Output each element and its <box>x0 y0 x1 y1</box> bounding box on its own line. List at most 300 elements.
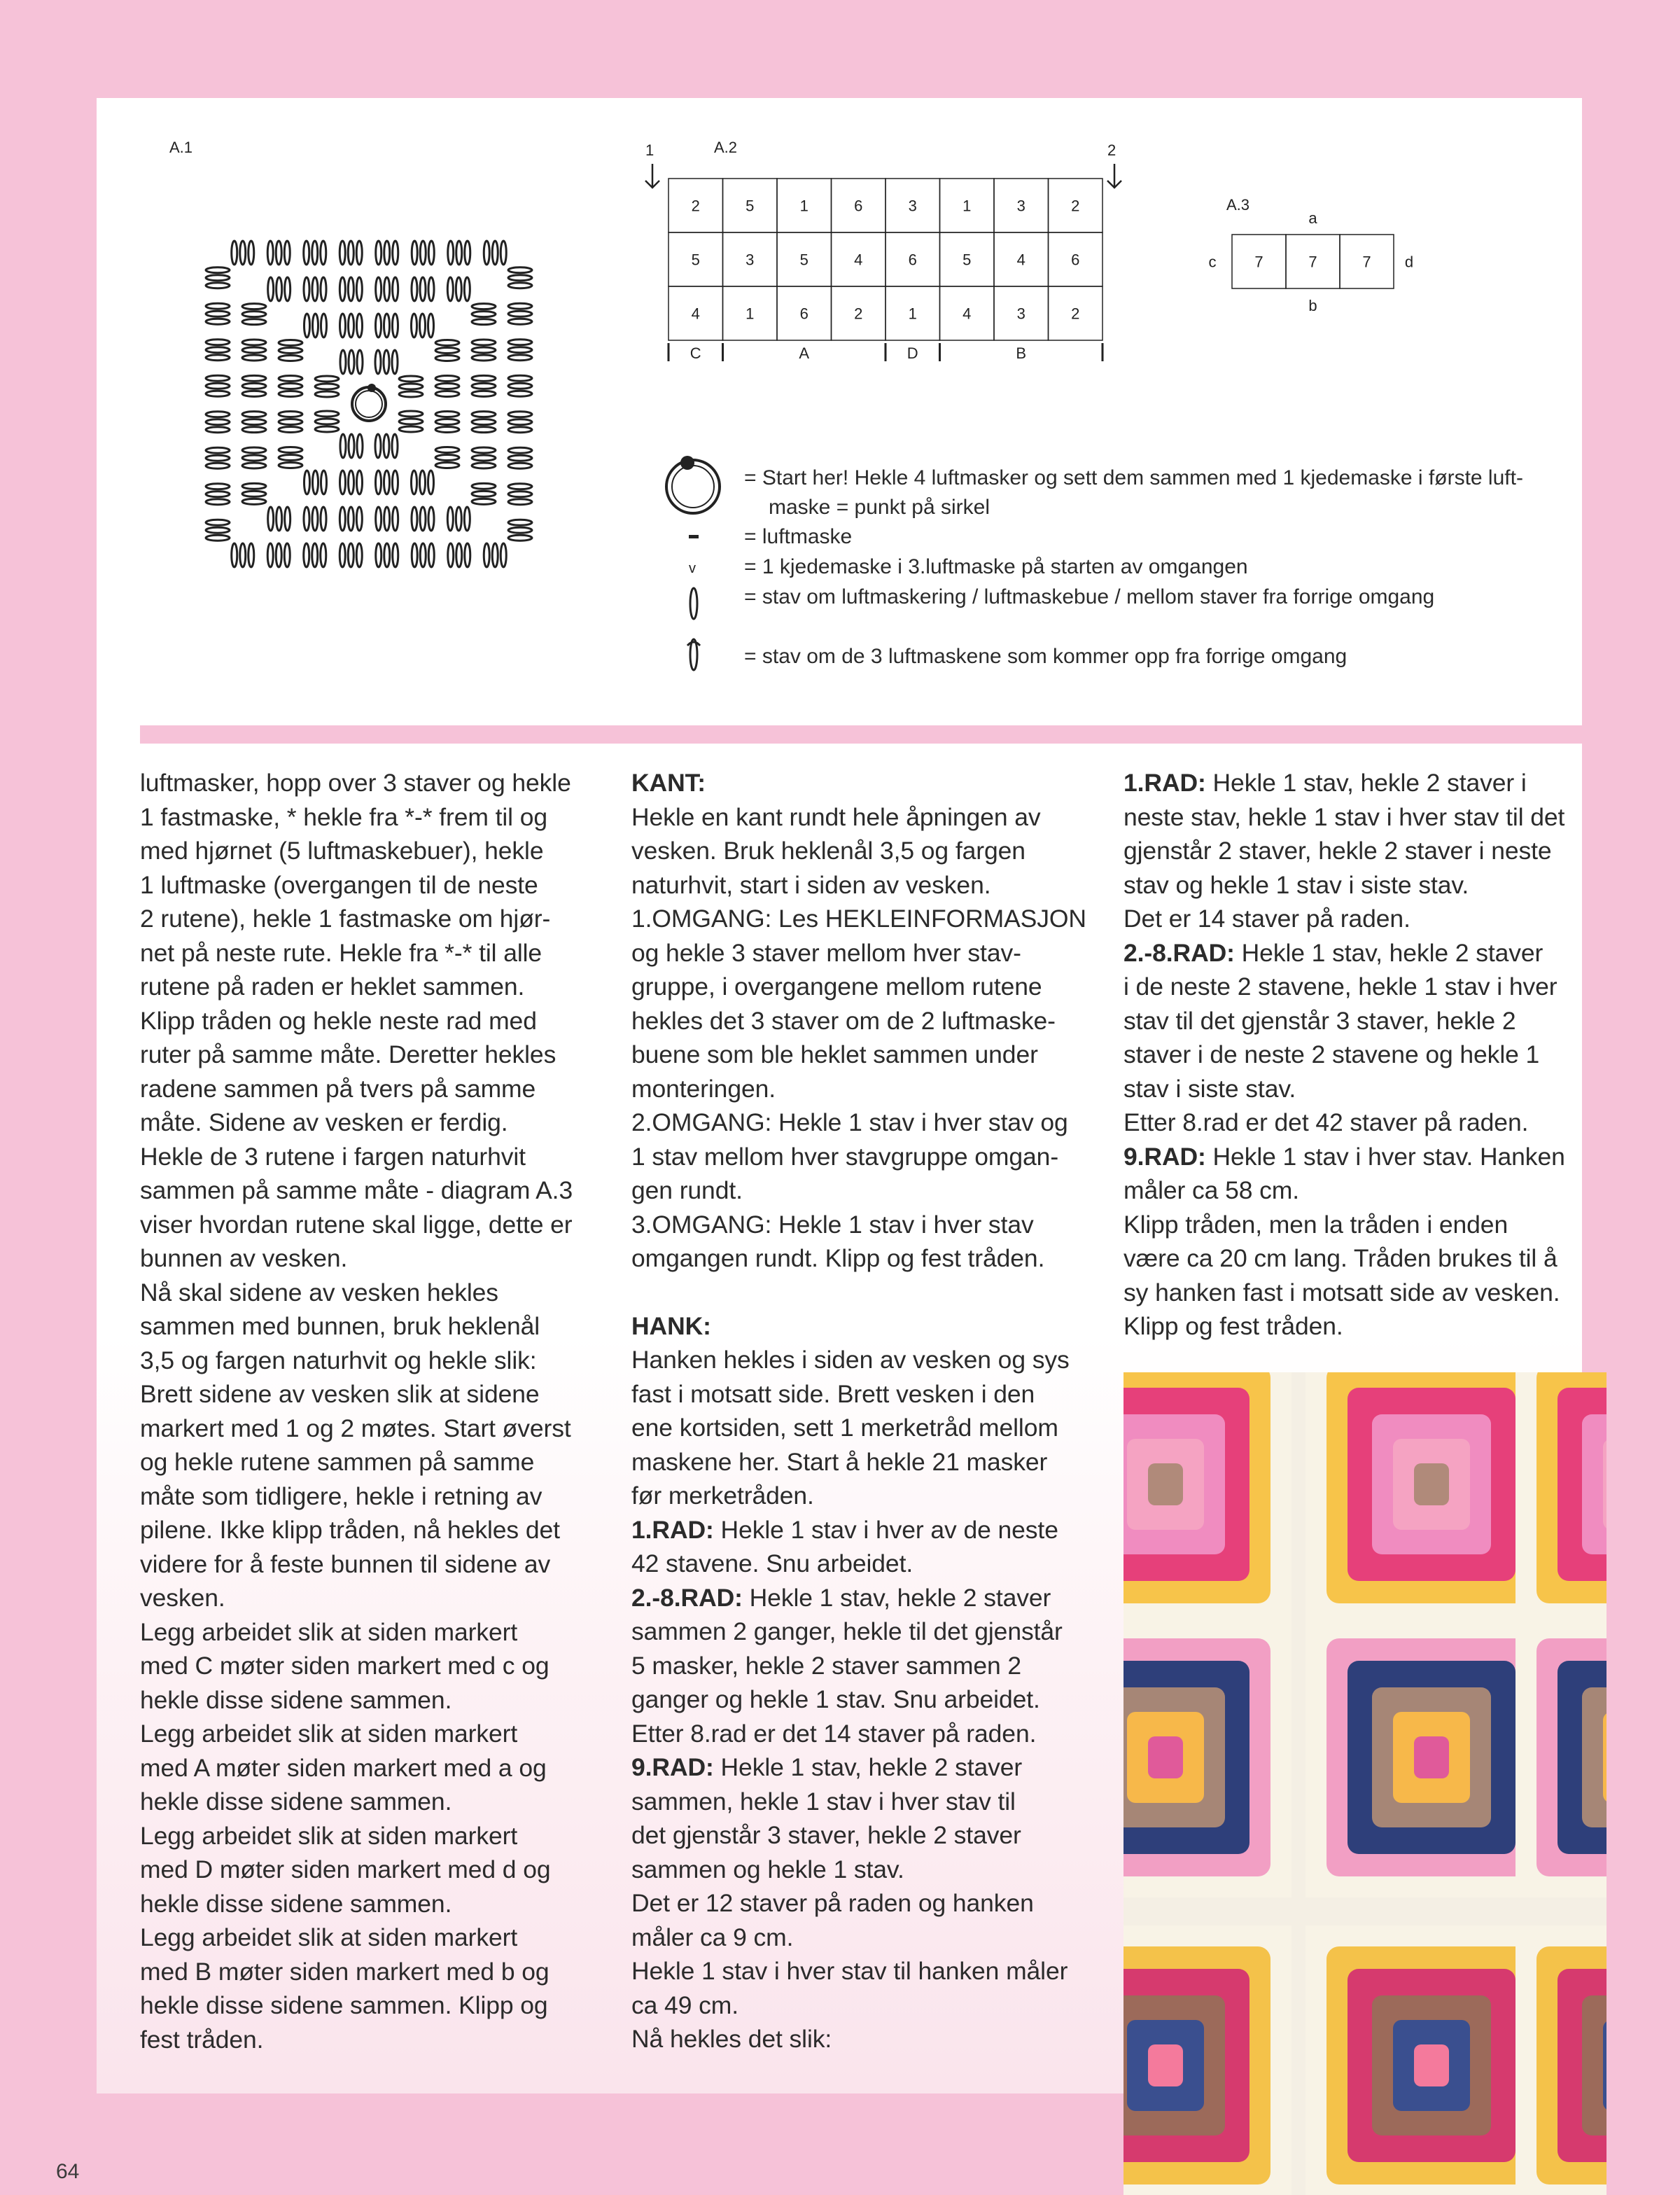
dc-symbol <box>435 356 459 361</box>
a1-start-ring <box>352 387 386 421</box>
dc-symbol <box>384 241 390 265</box>
a3-cell-value: 7 <box>1308 253 1317 271</box>
dc-symbol <box>472 427 496 433</box>
a2-cell-value: 4 <box>1016 251 1026 269</box>
c3-rad1-label: 1.RAD: <box>1124 769 1206 797</box>
dc-symbol <box>315 411 339 417</box>
a3-grid <box>1209 209 1414 314</box>
dc-symbol <box>304 471 310 494</box>
dc-symbol <box>279 427 302 433</box>
dc-symbol <box>508 375 532 381</box>
dc-symbol <box>384 507 390 531</box>
dc-symbol <box>508 355 532 361</box>
text-line: med A møter siden markert med a og <box>140 1753 547 1782</box>
arrow-down-icon <box>1107 164 1121 188</box>
a2-cell-value: 4 <box>962 305 972 323</box>
dc-symbol <box>284 241 290 265</box>
legend-dc-chain-text: = stav om de 3 luftmaskene som kommer opp fra forrige omgang <box>744 645 1348 668</box>
dc-symbol <box>321 471 327 494</box>
text-line: fest tråden. <box>140 2025 264 2054</box>
text-line: og hekle 3 staver mellom hver stav- <box>631 938 1021 967</box>
a2-cell-value: 1 <box>962 197 972 215</box>
a3-cell-value: 7 <box>1362 253 1371 271</box>
a1-granny-square-chart <box>206 241 532 567</box>
a2-edge-label: C <box>690 344 701 362</box>
a2-edge-label: D <box>906 344 918 362</box>
a2-cell-value: 5 <box>962 251 972 269</box>
dc-symbol <box>285 277 290 301</box>
text-line: Nå skal sidene av vesken hekles <box>140 1278 498 1306</box>
dc-symbol <box>267 241 273 265</box>
dc-symbol <box>248 241 254 265</box>
a2-cell-value: 1 <box>799 197 808 215</box>
dc-symbol <box>340 314 346 337</box>
dc-symbol <box>206 275 230 281</box>
dc-symbol <box>279 419 302 425</box>
text-line: stav til det gjenstår 3 staver, hekle 2 <box>1124 1006 1516 1035</box>
text-line: før merketråden. <box>631 1482 814 1510</box>
a2-cell-value: 4 <box>854 251 863 269</box>
text-line: Etter 8.rad er det 14 staver på raden. <box>631 1719 1037 1748</box>
text-line: luftmasker, hopp over 3 staver og hekle <box>140 769 571 797</box>
dc-symbol <box>393 507 398 531</box>
dc-symbol <box>435 412 459 417</box>
dc-symbol <box>242 455 266 461</box>
dc-symbol <box>472 304 496 309</box>
dc-symbol <box>356 543 362 567</box>
dc-symbol <box>393 471 398 494</box>
dc-symbol <box>375 350 381 374</box>
dc-symbol <box>456 507 461 531</box>
dc-symbol <box>472 491 496 496</box>
dc-symbol <box>312 507 318 531</box>
text-line: med D møter siden markert med d og <box>140 1855 551 1883</box>
column-3 <box>1124 766 1600 1344</box>
dc-symbol <box>348 241 354 265</box>
text-line: sammen og hekle 1 stav. <box>631 1855 904 1883</box>
text-line: sammen på samme måte - diagram A.3 <box>140 1176 573 1204</box>
a1-label: A.1 <box>169 139 193 156</box>
text-line: 1 luftmaske (overgangen til de neste <box>140 870 538 899</box>
dc-symbol <box>279 412 302 417</box>
text-line: stav og hekle 1 stav i siste stav. <box>1124 870 1469 899</box>
dc-symbol <box>508 484 532 489</box>
dc-symbol <box>472 483 496 489</box>
rad9-label: 9.RAD: <box>631 1753 714 1781</box>
text-line: Hanken hekles i siden av vesken og sys <box>631 1346 1070 1374</box>
legend-start-text <box>744 464 1523 522</box>
dc-symbol <box>384 471 390 494</box>
c3-rad1-paragraph <box>1124 766 1600 800</box>
a3-side-b: b <box>1308 297 1317 314</box>
dc-symbol <box>206 355 230 361</box>
dc-symbol <box>412 471 417 494</box>
dc-symbol <box>206 484 230 489</box>
dc-symbol <box>349 350 354 374</box>
dc-symbol <box>206 492 230 497</box>
rad2-cont <box>631 1615 1107 1750</box>
dc-symbol <box>492 543 498 567</box>
dc-symbol <box>456 277 461 301</box>
dc-symbol <box>447 507 453 531</box>
dc-symbol <box>399 376 423 382</box>
dc-symbol <box>428 277 434 301</box>
dc-symbol <box>349 471 354 494</box>
a2-cell-value: 5 <box>691 251 700 269</box>
a2-cell-value: 5 <box>799 251 808 269</box>
text-line: hekle disse sidene sammen. <box>140 1685 452 1714</box>
square-ring <box>1582 1414 1606 1554</box>
dc-symbol <box>412 543 417 567</box>
text-line: hekle disse sidene sammen. <box>140 1889 452 1918</box>
dc-symbol <box>206 527 230 533</box>
text-line: 2 rutene), hekle 1 fastmaske om hjør- <box>140 905 551 933</box>
rad1-label: 1.RAD: <box>631 1515 714 1544</box>
dc-symbol <box>315 426 339 432</box>
text-line: måte. Sidene av vesken er ferdig. <box>140 1108 508 1136</box>
dc-symbol <box>472 419 496 425</box>
text-line: gen rundt. <box>631 1176 743 1204</box>
dc-symbol <box>242 499 266 504</box>
text-line: 3.OMGANG: Hekle 1 stav i hver stav <box>631 1210 1034 1239</box>
dc-symbol <box>392 350 398 374</box>
dc-symbol <box>508 267 532 273</box>
a2-cell-value: 3 <box>908 197 917 215</box>
dc-symbol <box>206 419 230 425</box>
square-ring <box>1603 2020 1606 2111</box>
a2-cell-value: 5 <box>746 197 755 215</box>
dc-symbol <box>472 319 496 325</box>
dc-symbol <box>206 319 230 324</box>
dc-symbol <box>206 391 230 396</box>
a2-cell-value: 6 <box>1071 251 1080 269</box>
dc-symbol <box>356 241 362 265</box>
dc-symbol <box>304 543 309 567</box>
dc-symbol <box>376 471 382 494</box>
text-line: markert med 1 og 2 møtes. Start øverst <box>140 1414 571 1442</box>
dc-symbol <box>279 348 302 354</box>
a2-cell-value: 2 <box>691 197 700 215</box>
dc-symbol <box>340 241 345 265</box>
dc-symbol <box>435 391 459 397</box>
rad9-text: Hekle 1 stav, hekle 2 staver <box>713 1753 1023 1781</box>
a2-cell-value: 6 <box>908 251 917 269</box>
text-line: sammen 2 ganger, hekle til det gjenstår <box>631 1617 1063 1645</box>
a2-cell-value: 3 <box>746 251 755 269</box>
double-crochet-icon <box>690 588 697 619</box>
dc-symbol <box>206 520 230 525</box>
text-line: Legg arbeidet slik at siden markert <box>140 1923 518 1951</box>
dc-symbol <box>472 355 496 361</box>
dc-symbol <box>448 543 454 567</box>
text-line: neste stav, hekle 1 stav i hver stav til det <box>1124 802 1565 831</box>
dc-symbol <box>464 277 470 301</box>
text-line: Det er 12 staver på raden og hanken <box>631 1889 1034 1917</box>
text-line: viser hvordan rutene skal ligge, dette er <box>140 1210 573 1239</box>
dc-symbol <box>472 340 496 345</box>
text-line: monteringen. <box>631 1074 776 1103</box>
dc-symbol <box>321 314 327 337</box>
text-line: gjenstår 2 staver, hekle 2 staver i neste <box>1124 837 1552 865</box>
text-line: maskene her. Start å hekle 21 masker <box>631 1447 1048 1476</box>
dc-symbol <box>276 543 281 567</box>
hank-heading: HANK: <box>631 1311 711 1340</box>
slip-stitch-icon <box>689 561 696 576</box>
dc-symbol <box>242 355 266 361</box>
dc-symbol <box>435 463 459 468</box>
dc-symbol <box>484 543 489 567</box>
dc-symbol <box>472 375 496 381</box>
text-line: med C møter siden markert med c og <box>140 1652 550 1680</box>
dc-symbol <box>242 412 266 417</box>
text-line: Hekle 1 stav i hver stav til hanken måler <box>631 1957 1068 1985</box>
dc-symbol <box>376 241 382 265</box>
dc-symbol <box>472 412 496 417</box>
dc-symbol <box>206 412 230 417</box>
dc-symbol <box>472 391 496 396</box>
dc-symbol <box>508 311 532 316</box>
dc-symbol <box>357 434 363 458</box>
dc-symbol <box>435 384 459 389</box>
dc-symbol <box>206 375 230 381</box>
dc-symbol <box>399 419 423 424</box>
dc-symbol <box>313 471 318 494</box>
text-line: Brett sidene av vesken slik at sidene <box>140 1380 540 1408</box>
dc-symbol <box>435 419 459 425</box>
text-line: Hekle en kant rundt hele åpningen av <box>631 802 1041 831</box>
dc-symbol <box>420 241 426 265</box>
text-line: måler ca 58 cm. <box>1124 1176 1300 1204</box>
a1-start-ring-inner <box>356 391 382 417</box>
text-line: Klipp og fest tråden. <box>1124 1312 1343 1340</box>
dc-symbol <box>375 434 381 458</box>
dc-symbol <box>304 507 309 531</box>
dc-symbol <box>435 427 459 433</box>
dc-symbol <box>472 383 496 389</box>
text-line: hekle disse sidene sammen. Klipp og <box>140 1991 548 2019</box>
dc-symbol <box>393 241 398 265</box>
text-line: 2.OMGANG: Hekle 1 stav i hver stav og <box>631 1108 1068 1136</box>
dc-symbol <box>206 267 230 273</box>
dc-symbol <box>420 277 426 301</box>
dc-symbol <box>472 455 496 461</box>
dc-symbol <box>508 535 532 541</box>
dc-symbol <box>376 314 382 337</box>
c3-rad2-label: 2.-8.RAD: <box>1124 938 1235 967</box>
dc-symbol <box>420 543 426 567</box>
rad9-cont <box>631 1785 1107 2056</box>
dc-symbol <box>276 241 281 265</box>
dc-symbol <box>206 447 230 453</box>
text-line: 3,5 og fargen naturhvit og hekle slik: <box>140 1346 537 1374</box>
dc-symbol <box>508 340 532 345</box>
pink-divider <box>140 725 1583 744</box>
square-ring <box>1582 1687 1606 1827</box>
a2-cell-value: 3 <box>1016 305 1026 323</box>
dc-symbol <box>357 350 363 374</box>
dc-symbol <box>248 543 254 567</box>
a2-cell-value: 4 <box>691 305 700 323</box>
legend-dc-text: = stav om luftmaskering / luftmaskebue / mellom staver fra forrige omgang <box>744 585 1435 608</box>
text-line: Klipp tråden og hekle neste rad med <box>140 1006 537 1035</box>
rad2-paragraph <box>631 1581 1107 1615</box>
a3-side-d: d <box>1404 253 1414 271</box>
dc-symbol <box>321 507 326 531</box>
dc-symbol <box>242 463 266 468</box>
dc-symbol <box>428 241 434 265</box>
dc-symbol <box>384 543 390 567</box>
dc-symbol <box>312 277 318 301</box>
double-crochet-chain-icon <box>687 639 700 670</box>
legend-chain-text: = luftmaske <box>744 525 853 548</box>
dc-symbol <box>312 543 318 567</box>
dc-symbol <box>206 455 230 461</box>
dc-symbol <box>376 277 382 301</box>
dc-symbol <box>284 543 290 567</box>
text-line: sammen med bunnen, bruk heklenål <box>140 1312 540 1340</box>
dc-symbol <box>242 391 266 396</box>
dc-symbol <box>304 277 309 301</box>
dc-symbol <box>376 543 382 567</box>
dc-symbol <box>206 347 230 353</box>
rad2-label: 2.-8.RAD: <box>631 1583 743 1612</box>
a2-cell-value: 2 <box>1071 197 1080 215</box>
dc-symbol <box>206 311 230 316</box>
text-line: 1.OMGANG: Les HEKLEINFORMASJON <box>631 905 1086 933</box>
dc-symbol <box>268 507 274 531</box>
dc-symbol <box>399 384 423 389</box>
text-line: radene sammen på tvers på samme <box>140 1074 536 1103</box>
a2-cell-value: 3 <box>1016 197 1026 215</box>
dc-symbol <box>242 347 266 353</box>
dc-symbol <box>376 507 382 531</box>
dc-symbol <box>206 283 230 288</box>
c3-rad1-cont <box>1124 800 1600 936</box>
dc-symbol <box>340 471 346 494</box>
page-number: 64 <box>56 2160 80 2183</box>
a3-label: A.3 <box>1226 196 1250 214</box>
text-line: sy hanken fast i motsatt side av vesken. <box>1124 1278 1560 1306</box>
dc-symbol <box>428 471 434 494</box>
dc-symbol <box>448 241 454 265</box>
dc-symbol <box>508 419 532 425</box>
dc-symbol <box>393 314 398 337</box>
dc-symbol <box>321 241 326 265</box>
dc-symbol <box>304 314 310 337</box>
dc-symbol <box>279 463 302 468</box>
square-ring <box>1582 1995 1606 2135</box>
dc-symbol <box>279 447 302 453</box>
dc-symbol <box>206 383 230 389</box>
a2-cell-value: 6 <box>854 197 863 215</box>
text-line: med B møter siden markert med b og <box>140 1957 550 1986</box>
dc-symbol <box>428 507 434 531</box>
dc-symbol <box>465 241 470 265</box>
dc-symbol <box>456 543 462 567</box>
dc-symbol <box>349 314 354 337</box>
text-line: bunnen av vesken. <box>140 1244 348 1272</box>
dc-symbol <box>356 507 362 531</box>
legend-line: maske = punkt på sirkel <box>769 496 990 519</box>
dc-symbol <box>456 241 462 265</box>
square-center <box>1414 1463 1449 1505</box>
dc-symbol <box>348 543 354 567</box>
dc-symbol <box>357 471 363 494</box>
text-line: videre for å feste bunnen til sidene av <box>140 1549 551 1578</box>
legend-line: = Start her! Hekle 4 luftmasker og sett dem sammen med 1 kjedemaske i første luft- <box>744 466 1523 489</box>
text-line: ruter på samme måte. Deretter hekles <box>140 1040 556 1068</box>
dc-symbol <box>321 543 326 567</box>
column-1 <box>140 766 616 2056</box>
dc-symbol <box>399 391 423 397</box>
text-line: Klipp tråden, men la tråden i enden <box>1124 1210 1508 1239</box>
dc-symbol <box>267 543 273 567</box>
text-line: med hjørnet (5 luftmaskebuer), hekle <box>140 837 544 865</box>
a3-side-a: a <box>1308 209 1317 227</box>
dc-symbol <box>428 543 434 567</box>
rad1-text: Hekle 1 stav i hver av de neste <box>713 1515 1058 1544</box>
square-ring <box>1603 1712 1606 1803</box>
dc-symbol <box>321 277 326 301</box>
dc-symbol <box>242 447 266 453</box>
dc-symbol <box>276 507 282 531</box>
dc-symbol <box>312 241 318 265</box>
a2-cell-value: 2 <box>854 305 863 323</box>
dc-symbol <box>279 455 302 461</box>
square-center <box>1148 2044 1183 2086</box>
dc-symbol <box>412 314 417 337</box>
dc-symbol <box>508 391 532 396</box>
text-line: det gjenstår 3 staver, hekle 2 staver <box>631 1821 1021 1849</box>
a2-edge-label: B <box>1016 344 1027 362</box>
dc-symbol <box>399 426 423 432</box>
hank-body <box>631 1343 1107 1513</box>
dc-symbol <box>392 434 398 458</box>
dc-symbol <box>304 241 309 265</box>
text-line: Legg arbeidet slik at siden markert <box>140 1821 518 1850</box>
dc-symbol <box>420 507 426 531</box>
dc-symbol <box>357 314 363 337</box>
start-circle-icon <box>666 456 720 513</box>
crochet-photo <box>1124 1372 1606 2195</box>
rad1-cont: 42 stavene. Snu arbeidet. <box>631 1549 913 1577</box>
text-line: staver i de neste 2 stavene og hekle 1 <box>1124 1040 1540 1068</box>
a3-cell-value: 7 <box>1254 253 1264 271</box>
c3-rad2-cont <box>1124 970 1600 1140</box>
svg-text:v: v <box>689 561 696 576</box>
dc-symbol <box>315 391 339 397</box>
dc-symbol <box>508 455 532 461</box>
text-line: fast i motsatt side. Brett vesken i den <box>631 1379 1035 1408</box>
text-line: 5 masker, hekle 2 staver sammen 2 <box>631 1651 1022 1680</box>
dc-symbol <box>412 277 417 301</box>
text-line: Det er 14 staver på raden. <box>1124 905 1410 933</box>
dc-symbol <box>206 499 230 505</box>
dc-symbol <box>384 314 390 337</box>
text-line: være ca 20 cm lang. Tråden brukes til å <box>1124 1244 1558 1272</box>
dc-symbol <box>464 507 470 531</box>
dc-symbol <box>206 340 230 345</box>
dc-symbol <box>340 507 345 531</box>
c3-rad9-paragraph <box>1124 1140 1600 1174</box>
c3-rad9-cont <box>1124 1173 1600 1344</box>
dc-symbol <box>285 507 290 531</box>
square-center <box>1414 1736 1449 1778</box>
a2-edge-label: A <box>799 344 810 362</box>
a2-cell-value: 2 <box>1071 305 1080 323</box>
text-line: Hekle de 3 rutene i fargen naturhvit <box>140 1142 526 1171</box>
text-line: Legg arbeidet slik at siden markert <box>140 1617 518 1646</box>
